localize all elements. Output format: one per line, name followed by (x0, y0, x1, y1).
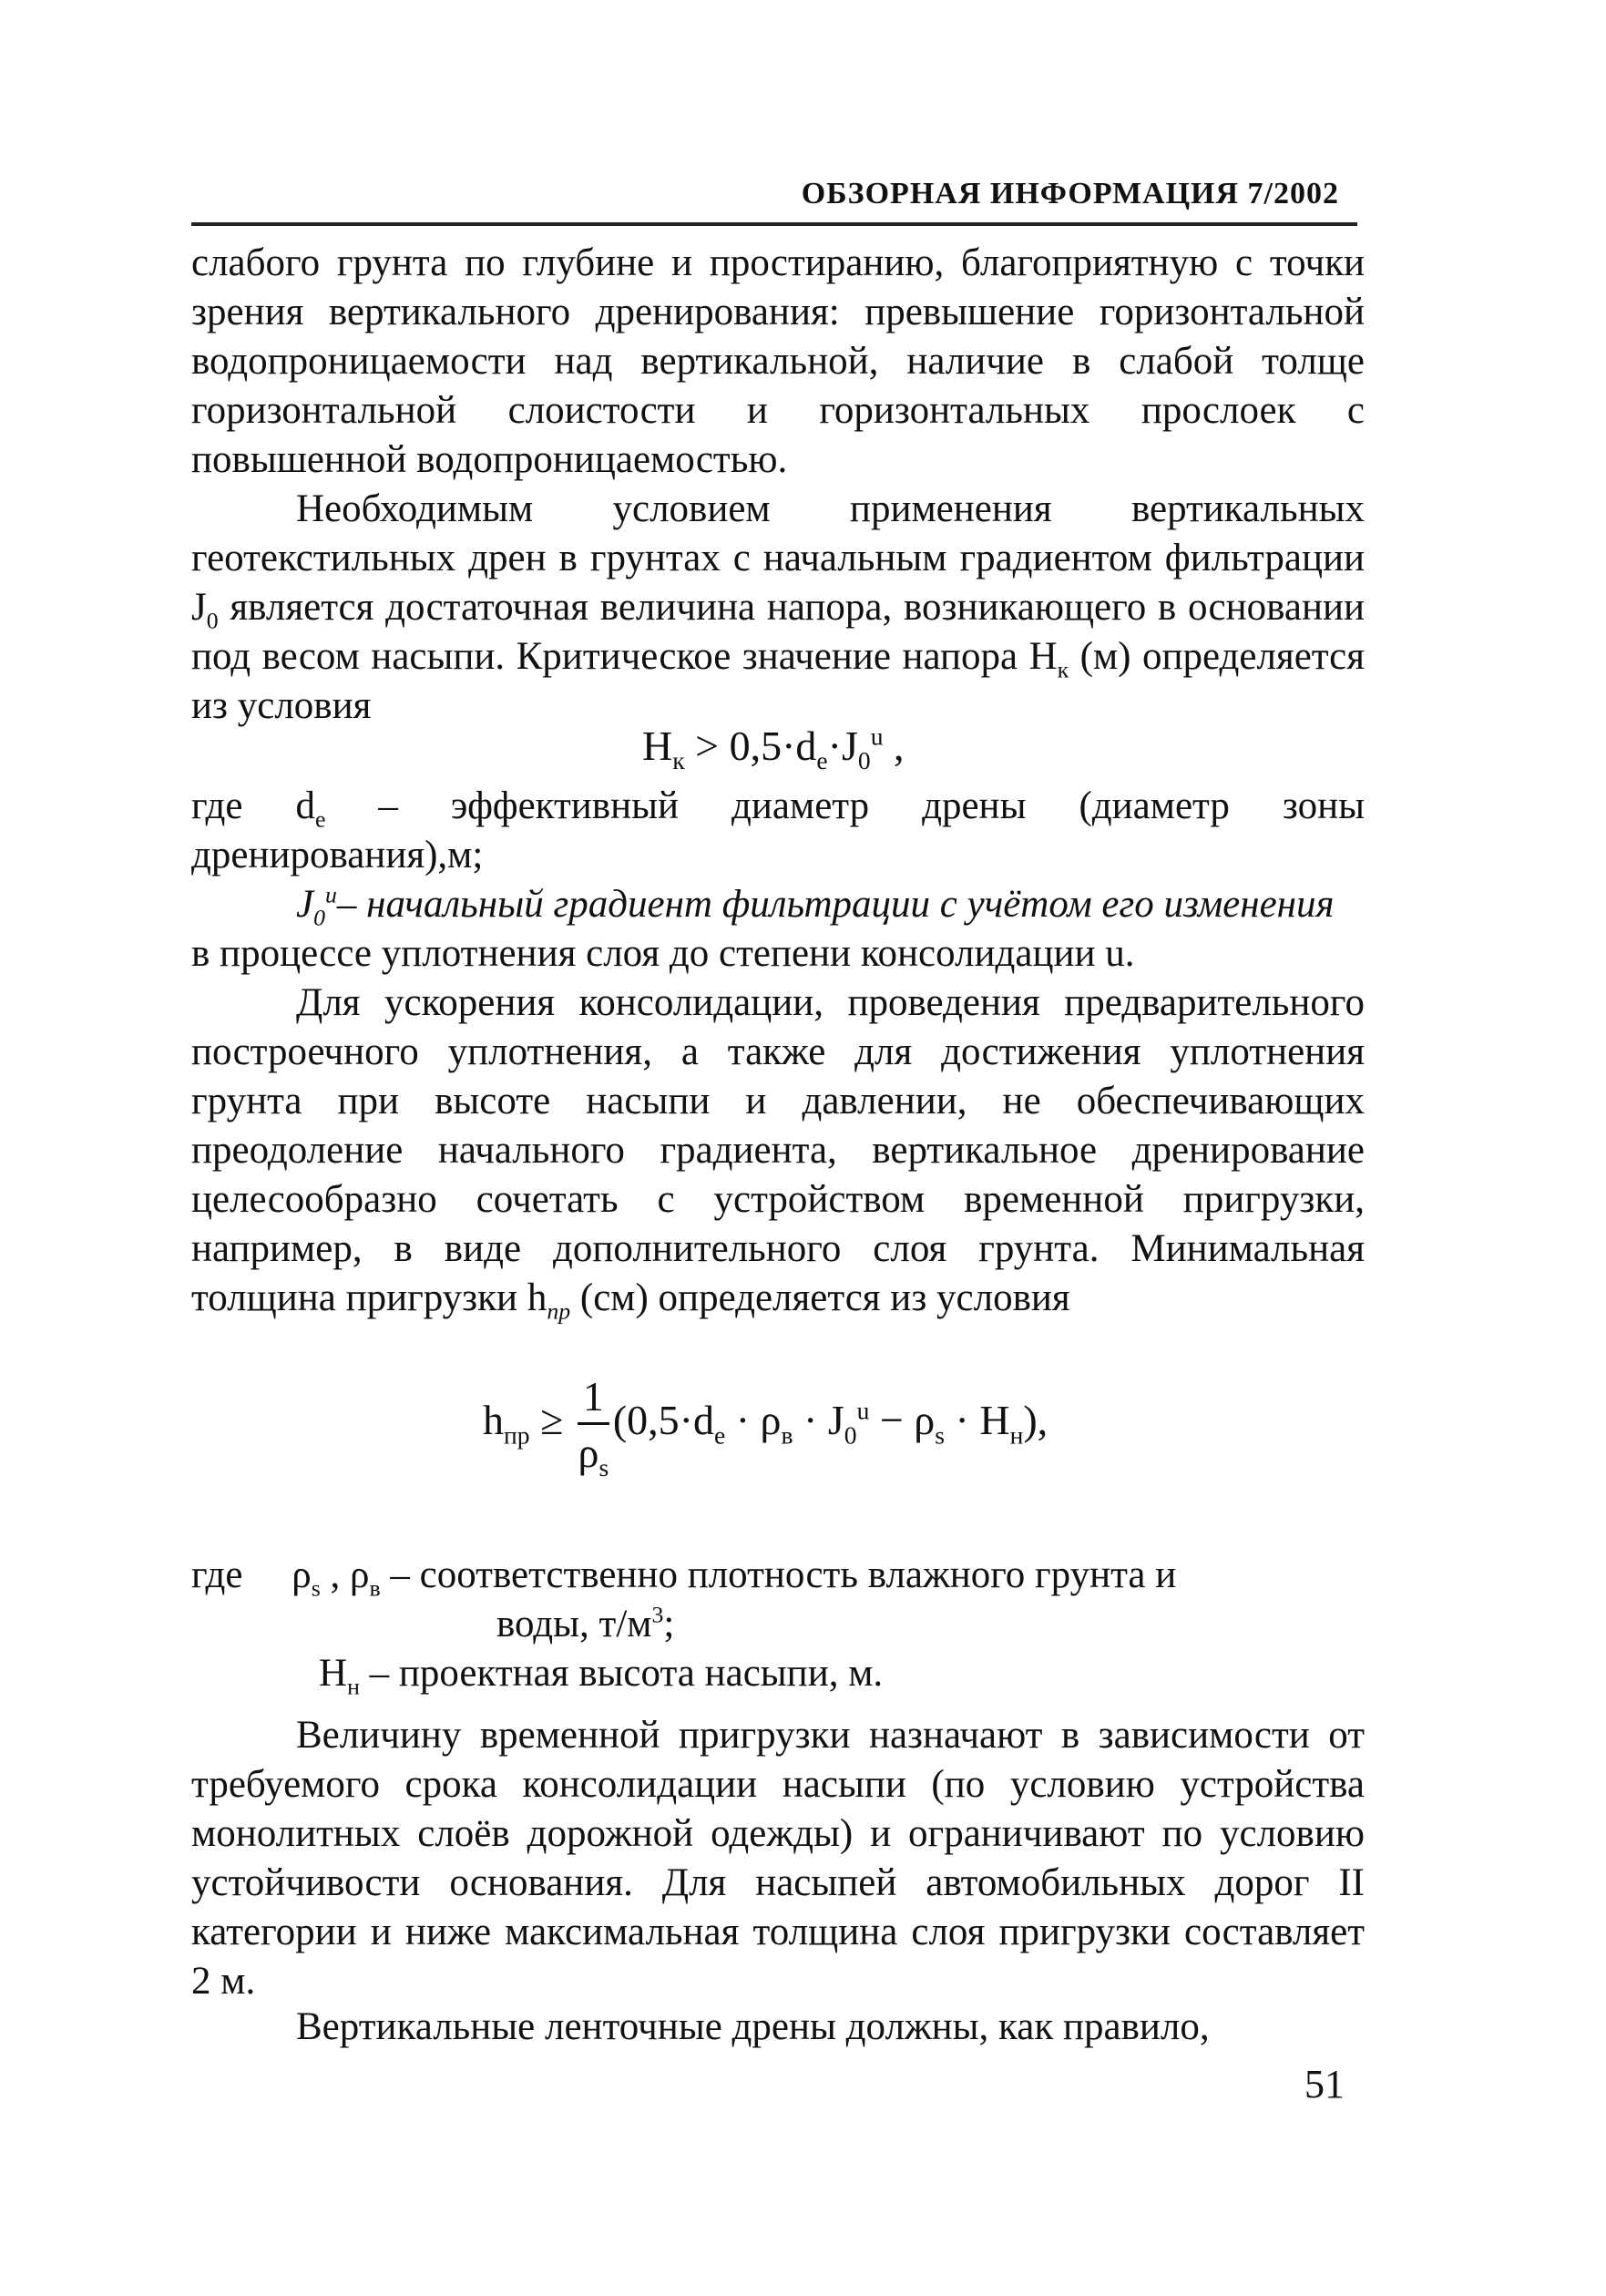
p4-text: Величину временной пригрузки назначают в зависимости от требуемого срока консолидации насыпи (по условию устройства монолитных слоёв дорожной одежды) и ограничивают по условию устойчивости основания. Для насыпей автомобильных дорог II категории и ниже максимальная толщина слоя пригрузки составляет 2 м. (191, 1714, 1365, 2003)
fraction: $\frac{1}{\rho_s}$ (578, 1373, 609, 1482)
where-rho: где $\rho_s$ , $\rho_в$ – соответственно плотность влажного грунта и воды, $т/м^3$; $H_н$ – проектная высота насыпи, м. (191, 1553, 1177, 1700)
where2-desc: – соответственно плотность влажного грунта и (390, 1553, 1177, 1596)
j0-desc: – начальный градиент фильтрации с учётом его изменения (336, 883, 1335, 926)
where-de: где $d_e$ – эффективный диаметр дрены (диаметр зоны дренирования),м; (191, 784, 1365, 876)
paragraph-1 (191, 239, 1365, 485)
p3-b: (см) определяется из условия (570, 1276, 1070, 1319)
p2-part-a: Необходимым условием применения вертикальных геотекстильных дрен в грунтах с начальным градиентом фильтрации J (191, 487, 1365, 629)
paragraph-4 (191, 1711, 1365, 2006)
p5-text: Вертикальные ленточные дрены должны, как правило, (296, 2005, 1210, 2048)
header-title: ОБЗОРНАЯ ИНФОРМАЦИЯ 7/2002 (801, 177, 1339, 210)
j0-symbol: J (296, 883, 314, 926)
hn-desc: – проектная высота насыпи, м. (369, 1652, 884, 1695)
where2-desc-2: воды, т/м (496, 1603, 652, 1645)
paragraph-2: Необходимым условием применения вертикальных геотекстильных дрен в грунтах с начальным градиентом фильтрации $J_0$ является достаточная величина напора, возникающего в основании под весом насыпи. Критическое значение напора $H_к$ (м) определяется из условия (191, 487, 1365, 727)
formula-critical-head: $H_к > 0,5\cdot d_e\cdot J_0^u$ , (642, 722, 905, 775)
where2-label: где (191, 1553, 243, 1596)
paragraph-5 (191, 2003, 1365, 2052)
page-header (191, 171, 1357, 226)
p3-text: Для ускорения консолидации, проведения предварительного построечного уплотнения, а также для достижения уплотнения грунта при высоте насыпи и давлении, не обеспечивающих преодоление начального градиента, вертикальное дренирование целесообразно сочетать с устройством временной пригрузки, например, в виде дополнительного слоя грунта. Минимальная толщина пригрузки h (191, 981, 1365, 1319)
page-number: 51 (1304, 2062, 1345, 2106)
where1-a: где d (191, 784, 315, 827)
p2-part-b: является достаточная величина напора, возникающего в основании под весом насыпи. Критическое значение напора H (191, 586, 1365, 678)
j0-desc-2: в процессе уплотнения слоя до степени консолидации u. (191, 932, 1135, 975)
formula-preload: $h_{пр}$ ≥ $\frac{1}{\rho_s}$ $(0,5\cdot d_e \cdot \rho_в \cdot J_0^u - \rho_s \cdot H_н)$, (483, 1373, 1049, 1482)
paragraph-1-text: слабого грунта по глубине и простиранию, благоприятную с точки зрения вертикального дренирования: превышение горизонтальной водопроницаемости над вертикальной, наличие в слабой толще горизонтальной слоистости и горизонтальных прослоек с повышенной водопроницаемостью. (191, 241, 1365, 481)
p2-part-c: (м) определяется из условия (191, 635, 1365, 727)
where1-b: – эффективный диаметр дрены (диаметр зоны дренирования),м; (191, 784, 1365, 876)
where-j0: $J_0^u-$ начальный градиент фильтрации с учётом его изменения в процессе уплотнения слоя до степени консолидации u. (191, 880, 1365, 979)
paragraph-3: Для ускорения консолидации, проведения предварительного построечного уплотнения, а также для достижения уплотнения грунта при высоте насыпи и давлении, не обеспечивающих преодоление начального градиента, вертикальное дренирование целесообразно сочетать с устройством временной пригрузки, например, в виде дополнительного слоя грунта. Минимальная толщина пригрузки $h_{пр}$ (см) определяется из условия (191, 981, 1365, 1325)
